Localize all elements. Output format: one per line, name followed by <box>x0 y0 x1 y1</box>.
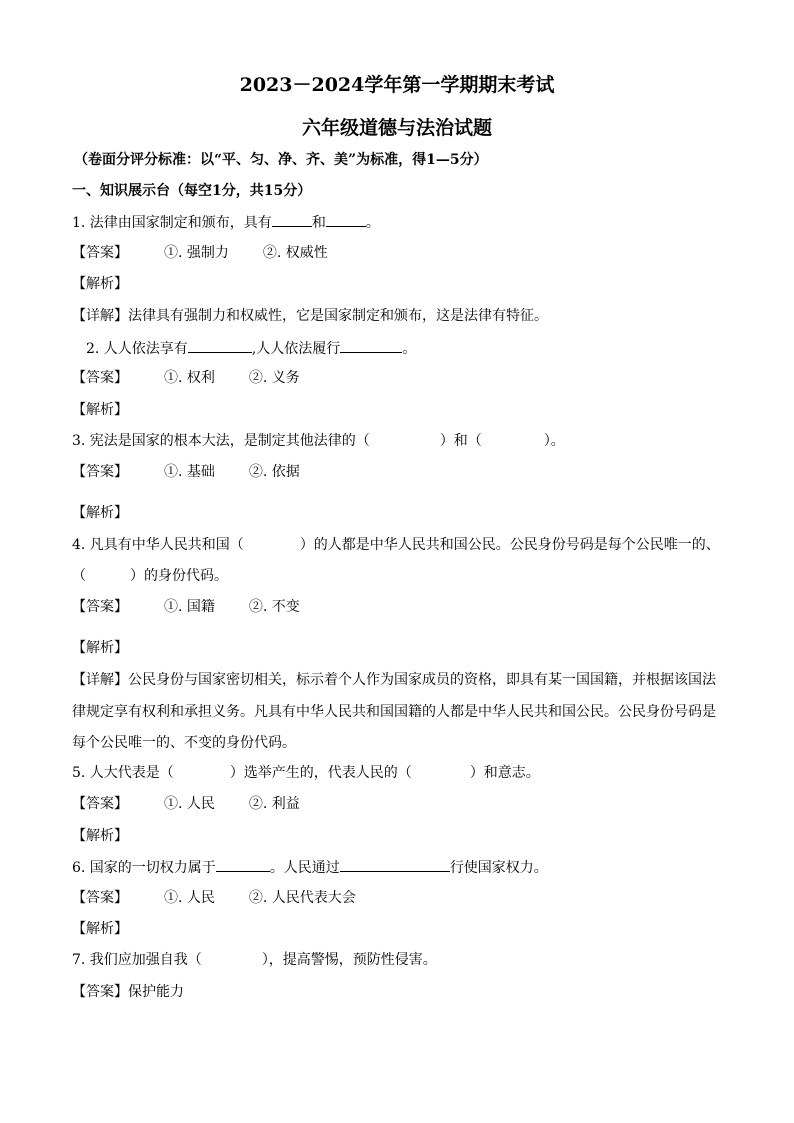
question-7: 7. 我们应加强自我（ ），提高警惕，预防性侵害。 <box>72 952 437 968</box>
exam-subtitle: 六年级道德与法治试题 <box>301 117 492 139</box>
q1-blank-2 <box>326 212 366 227</box>
standard-note: （卷面分评分标准：以“平、匀、净、齐、美”为标准，得1—5分） <box>74 152 488 168</box>
q3-answer: 【答案】 ①. 基础 ②. 依据 <box>72 464 300 480</box>
q2-analysis-label: 【解析】 <box>72 402 128 418</box>
q6-answer: 【答案】 ①. 人民 ②. 人民代表大会 <box>72 890 356 906</box>
q7-answer: 【答案】保护能力 <box>72 984 184 1000</box>
q1-blank-1 <box>272 212 312 227</box>
q2-answer: 【答案】 ①. 权利 ②. 义务 <box>72 370 300 386</box>
exam-title: 2023－2024学年第一学期期末考试 <box>239 74 555 96</box>
question-4-line-2: （ ）的身份代码。 <box>72 568 228 584</box>
q5-answer: 【答案】 ①. 人民 ②. 利益 <box>72 796 300 812</box>
q2-blank-2 <box>340 338 402 353</box>
q4-answer: 【答案】 ①. 国籍 ②. 不变 <box>72 599 300 615</box>
q1-answer: 【答案】 ①. 强制力 ②. 权威性 <box>72 245 328 261</box>
q2-blank-1 <box>188 338 252 353</box>
section1-heading: 一、知识展示台（每空1分，共15分） <box>72 183 312 199</box>
question-3: 3. 宪法是国家的根本大法，是制定其他法律的（ ）和（ ）。 <box>72 433 565 449</box>
q1-analysis-label: 【解析】 <box>72 276 128 292</box>
q4-detail-line-3: 每个公民唯一的、不变的身份代码。 <box>72 735 296 751</box>
question-6: 6. 国家的一切权力属于 。人民通过 行使国家权力。 <box>72 857 548 878</box>
q4-detail-line-1: 【详解】公民身份与国家密切相关，标示着个人作为国家成员的资格，即具有某一国国籍，并根据该国法 <box>72 672 716 688</box>
q6-blank-2 <box>340 857 450 872</box>
q6-analysis-label: 【解析】 <box>72 921 128 937</box>
q4-detail-line-2: 律规定享有权利和承担义务。凡具有中华人民共和国国籍的人都是中华人民共和国公民。公民身份号码是 <box>72 704 716 720</box>
question-1: 1. 法律由国家制定和颁布，具有 和 。 <box>72 212 380 233</box>
question-5: 5. 人大代表是（ ）选举产生的，代表人民的（ ）和意志。 <box>72 765 540 781</box>
question-4-line-1: 4. 凡具有中华人民共和国（ ）的人都是中华人民共和国公民。公民身份号码是每个公民唯一的、 <box>72 537 720 553</box>
question-2: 2. 人人依法享有 ,人人依法履行 。 <box>86 338 416 359</box>
q1-detail: 【详解】法律具有强制力和权威性，它是国家制定和颁布，这是法律有特征。 <box>72 308 548 324</box>
q5-analysis-label: 【解析】 <box>72 828 128 844</box>
q6-blank-1 <box>216 857 270 872</box>
q3-analysis-label: 【解析】 <box>72 505 128 521</box>
q4-analysis-label: 【解析】 <box>72 640 128 656</box>
